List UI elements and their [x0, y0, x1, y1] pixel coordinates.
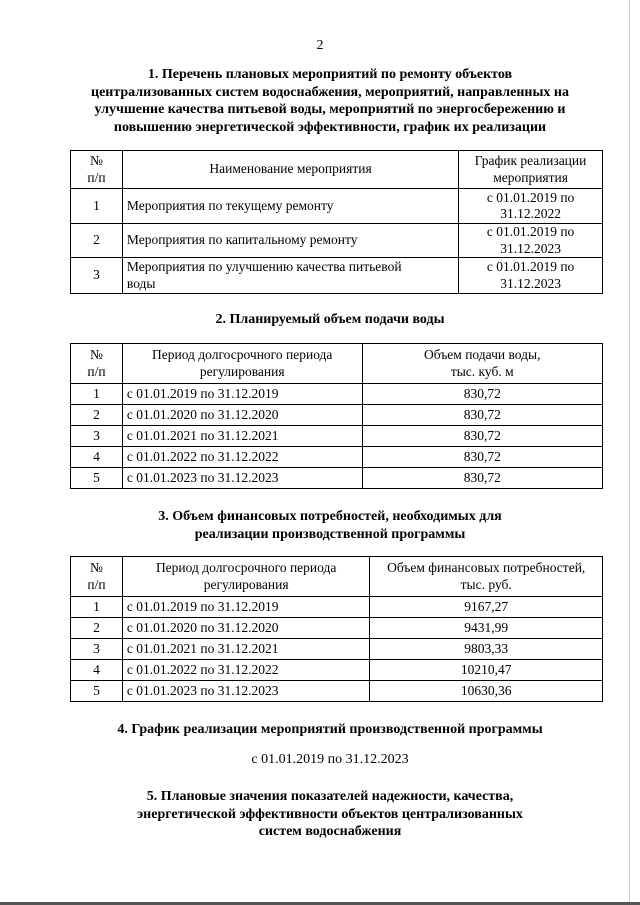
table-cell: 830,72: [362, 405, 603, 426]
table-header-row: [71, 557, 603, 597]
section-3-title: 3. Объем финансовых потребностей, необходимых для реализации производственной программы: [158, 509, 502, 542]
table-row: [71, 384, 603, 405]
section-5-title: 5. Плановые значения показателей надежности, качества, энергетической эффективности объектов централизованных систем водоснабжения: [137, 789, 523, 839]
table-cell: 10210,47: [370, 660, 603, 681]
table-row: [71, 660, 603, 681]
table-row: [71, 618, 603, 639]
table-cell: 4: [71, 447, 123, 468]
table-cell: с 01.01.2019 по 31.12.2023: [459, 224, 603, 258]
header-cell: Период долгосрочного периода регулирования: [122, 557, 370, 597]
table-cell: 9803,33: [370, 639, 603, 660]
header-cell: № п/п: [71, 557, 123, 597]
table-row: [71, 447, 603, 468]
header-cell: Объем подачи воды, тыс. куб. м: [362, 344, 603, 384]
table-cell: Мероприятия по улучшению качества питьевой воды: [122, 258, 458, 294]
table-cell: 830,72: [362, 447, 603, 468]
section-4-period: с 01.01.2019 по 31.12.2023: [251, 752, 409, 767]
table-cell: 2: [71, 618, 123, 639]
table-row: [71, 468, 603, 489]
section-3-table: [70, 556, 603, 702]
header-cell: № п/п: [71, 151, 123, 189]
table-cell: Мероприятия по текущему ремонту: [122, 189, 458, 224]
table-cell: 3: [71, 258, 123, 294]
table-cell: 1: [71, 189, 123, 224]
section-2-title: 2. Планируемый объем подачи воды: [215, 312, 445, 327]
table-cell: с 01.01.2023 по 31.12.2023: [122, 468, 362, 489]
table-row: [71, 189, 603, 224]
section-1-title: 1. Перечень плановых мероприятий по ремонту объектов централизованных систем водоснабжения, мероприятий, направленных на улучшение качества питьевой воды, мероприятий по энергосбережению и повышению энергетической эффективности, график их реализации: [91, 67, 569, 135]
table-cell: с 01.01.2022 по 31.12.2022: [122, 660, 370, 681]
table-cell: 5: [71, 468, 123, 489]
table-cell: с 01.01.2019 по 31.12.2022: [459, 189, 603, 224]
section-1-table: [70, 150, 603, 294]
table-cell: 9167,27: [370, 597, 603, 618]
table-cell: 1: [71, 384, 123, 405]
table-cell: 5: [71, 681, 123, 702]
table-cell: 830,72: [362, 426, 603, 447]
table-row: [71, 597, 603, 618]
header-cell: № п/п: [71, 344, 123, 384]
header-cell: Объем финансовых потребностей, тыс. руб.: [370, 557, 603, 597]
table-cell: с 01.01.2023 по 31.12.2023: [122, 681, 370, 702]
table-row: [71, 405, 603, 426]
table-header-row: [71, 151, 603, 189]
table-cell: с 01.01.2020 по 31.12.2020: [122, 405, 362, 426]
table-cell: 1: [71, 597, 123, 618]
table-cell: 2: [71, 405, 123, 426]
table-cell: 10630,36: [370, 681, 603, 702]
scan-edge: [629, 0, 630, 905]
page-number: 2: [316, 38, 324, 53]
table-cell: 3: [71, 426, 123, 447]
table-cell: 4: [71, 660, 123, 681]
table-header-row: [71, 344, 603, 384]
table-cell: 9431,99: [370, 618, 603, 639]
table-row: [71, 681, 603, 702]
table-cell: с 01.01.2020 по 31.12.2020: [122, 618, 370, 639]
header-cell: Наименование мероприятия: [122, 151, 458, 189]
table-row: [71, 258, 603, 294]
table-cell: с 01.01.2019 по 31.12.2023: [459, 258, 603, 294]
header-cell: График реализации мероприятия: [459, 151, 603, 189]
table-cell: с 01.01.2022 по 31.12.2022: [122, 447, 362, 468]
table-cell: с 01.01.2021 по 31.12.2021: [122, 426, 362, 447]
table-row: [71, 426, 603, 447]
table-row: [71, 639, 603, 660]
header-cell: Период долгосрочного периода регулирования: [122, 344, 362, 384]
table-row: [71, 224, 603, 258]
table-cell: 830,72: [362, 384, 603, 405]
table-cell: Мероприятия по капитальному ремонту: [122, 224, 458, 258]
section-4-title: 4. График реализации мероприятий производственной программы: [117, 722, 543, 737]
table-cell: с 01.01.2019 по 31.12.2019: [122, 384, 362, 405]
section-2-table: [70, 343, 603, 489]
table-cell: 830,72: [362, 468, 603, 489]
table-cell: 2: [71, 224, 123, 258]
table-cell: 3: [71, 639, 123, 660]
table-cell: с 01.01.2021 по 31.12.2021: [122, 639, 370, 660]
table-cell: с 01.01.2019 по 31.12.2019: [122, 597, 370, 618]
